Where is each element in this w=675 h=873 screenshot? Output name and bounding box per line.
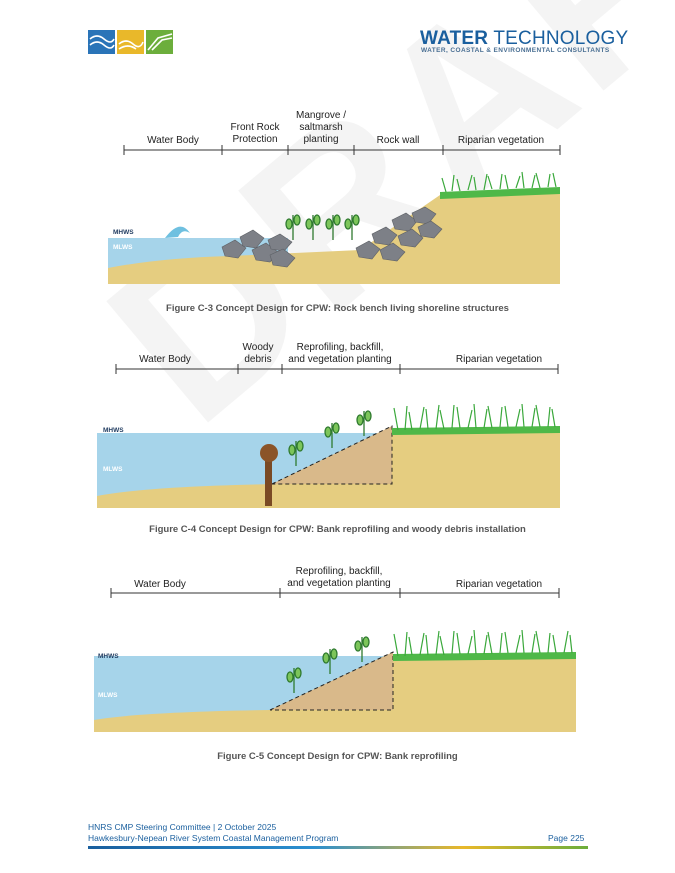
zone-label [231, 122, 281, 145]
mhws-label: MHWS [98, 653, 119, 660]
figure-c3-diagram [0, 100, 675, 300]
zone-label-line: Protection [232, 134, 278, 145]
brand-logo-icon [88, 30, 174, 54]
figure-c5-caption: Figure C-5 Concept Design for CPW: Bank reprofiling [217, 751, 458, 762]
mlws-label: MLWS [103, 466, 123, 473]
zone-label [296, 110, 346, 145]
zone-label: Riparian vegetation [455, 354, 543, 365]
zone-label-line: and vegetation planting [287, 578, 391, 589]
zone-label [288, 342, 391, 365]
footer-line1: HNRS CMP Steering Committee | 2 October 2025 [88, 822, 277, 832]
zone-label: Water Body [139, 354, 191, 365]
zone-label-line: debris [244, 354, 272, 365]
zone-label-line: Woody [242, 342, 274, 353]
zone-label-line: Reprofiling, backfill, [295, 566, 383, 577]
zone-label-line: planting [303, 134, 339, 145]
brand-name: WATER TECHNOLOGY [420, 28, 629, 49]
mhws-label: MHWS [113, 229, 134, 236]
zone-label: Riparian vegetation [457, 135, 545, 146]
zone-label: Riparian vegetation [455, 579, 543, 590]
figure-c4-caption: Figure C-4 Concept Design for CPW: Bank reprofiling and woody debris installation [149, 524, 526, 535]
zone-label: Water Body [134, 579, 186, 590]
mlws-label: MLWS [113, 244, 133, 251]
footer-rule [88, 846, 588, 849]
zone-label-line: and vegetation planting [288, 354, 392, 365]
zone-label-line: Mangrove / [295, 110, 347, 121]
zone-label-line: Front Rock [230, 122, 280, 133]
mhws-label: MHWS [103, 427, 124, 434]
zone-label-line: Reprofiling, backfill, [296, 342, 384, 353]
figure-c5-diagram [0, 560, 675, 740]
zone-label: Rock wall [376, 135, 420, 146]
zone-label-line: saltmarsh [299, 122, 343, 133]
footer-line2: Hawkesbury-Nepean River System Coastal Management Program [88, 833, 339, 843]
page-number: Page 225 [548, 833, 585, 843]
zone-label: Water Body [147, 135, 199, 146]
zone-label [243, 342, 274, 365]
figure-c3-caption: Figure C-3 Concept Design for CPW: Rock bench living shoreline structures [166, 303, 509, 314]
zone-label [287, 566, 390, 589]
figure-c4-diagram [0, 336, 675, 516]
mlws-label: MLWS [98, 692, 118, 699]
brand-tagline: WATER, COASTAL & ENVIRONMENTAL CONSULTANTS [421, 47, 610, 54]
